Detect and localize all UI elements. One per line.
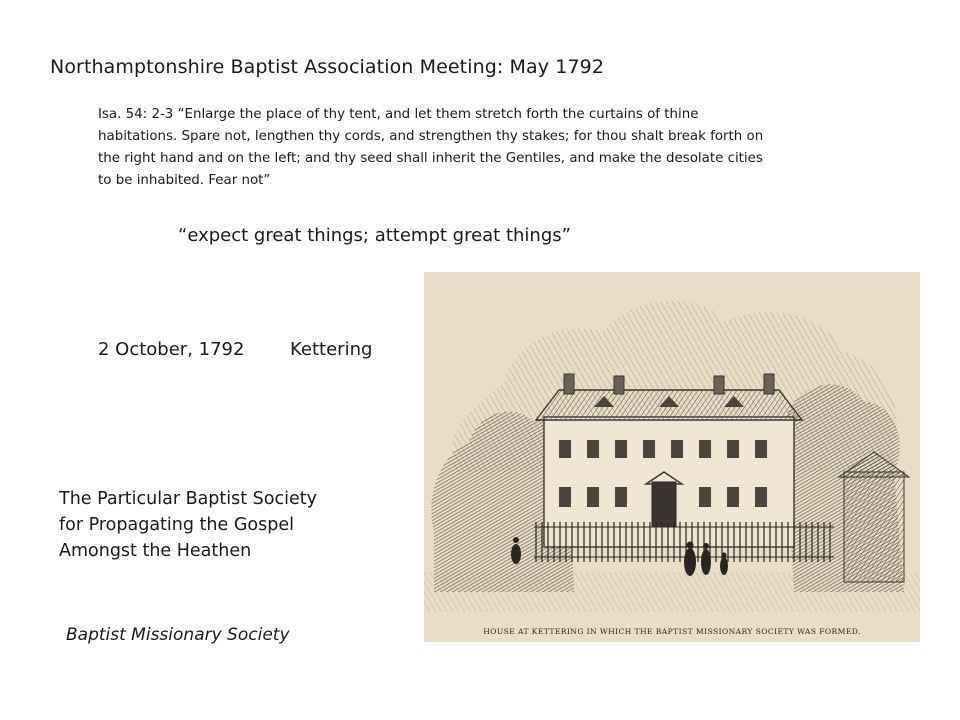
scripture-line: habitations. Spare not, lengthen thy cords, and strengthen thy stakes; for thou shalt break forth on	[98, 129, 764, 144]
bms-label: Baptist Missionary Society	[66, 625, 290, 645]
ground	[424, 572, 920, 612]
scripture-passage	[98, 104, 858, 192]
engraving-illustration	[424, 272, 920, 642]
scripture-line: the right hand and on the left; and thy seed shall inherit the Gentiles, and make the desolate cities	[98, 151, 763, 166]
side-building	[844, 472, 904, 582]
carey-quote: “expect great things; attempt great things”	[178, 225, 571, 246]
front-door	[652, 482, 676, 527]
founding-place: Kettering	[290, 339, 373, 360]
society-name-line: for Propagating the Gospel	[59, 515, 294, 535]
kettering-house-engraving	[424, 272, 920, 642]
scripture-line: Isa. 54: 2-3 “Enlarge the place of thy tent, and let them stretch forth the curtains of thine	[98, 107, 699, 122]
founding-date: 2 October, 1792	[98, 339, 245, 360]
society-name	[59, 486, 317, 564]
society-name-line: Amongst the Heathen	[59, 541, 252, 561]
engraving-caption: HOUSE AT KETTERING IN WHICH THE BAPTIST MISSIONARY SOCIETY WAS FORMED.	[483, 627, 861, 636]
society-name-line: The Particular Baptist Society	[59, 489, 317, 509]
scripture-line: to be inhabited. Fear not”	[98, 173, 271, 188]
slide-title: Northamptonshire Baptist Association Meeting: May 1792	[50, 56, 605, 78]
